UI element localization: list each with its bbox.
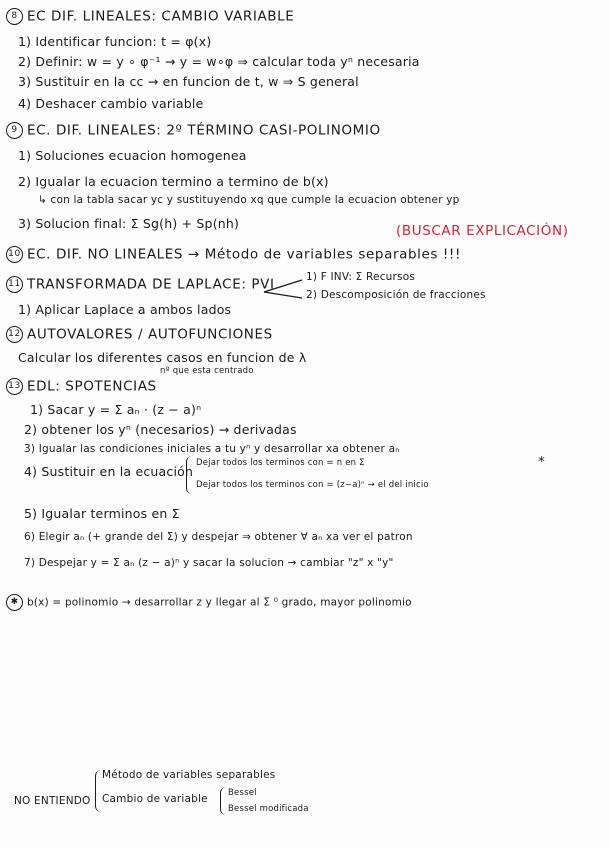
section-number: 9 bbox=[6, 122, 23, 139]
footer-item-1: Método de variables separables bbox=[102, 769, 276, 781]
s9-item-1: 1) Soluciones ecuacion homogenea bbox=[18, 148, 247, 163]
footer-label: NO ENTIENDO bbox=[14, 795, 91, 807]
section-12-title: 12 AUTOVALORES / AUTOFUNCIONES bbox=[6, 326, 273, 343]
s13-item-7: 7) Despejar y = Σ aₙ (z − a)ⁿ y sacar la solucion → cambiar "z" x "y" bbox=[24, 557, 394, 569]
s8-item-1: 1) Identificar funcion: t = φ(x) bbox=[18, 34, 212, 49]
footer-sub-2: Bessel modificada bbox=[228, 804, 309, 814]
s13-item-4: 4) Sustituir en la ecuación bbox=[24, 464, 194, 479]
brace bbox=[186, 456, 193, 494]
laplace-branch-2: 2) Descomposición de fracciones bbox=[306, 289, 486, 301]
section-number: 8 bbox=[6, 8, 23, 25]
section-8-title: 8 EC DIF. LINEALES: CAMBIO VARIABLE bbox=[6, 8, 294, 25]
section-10-title: 10 EC. DIF. NO LINEALES → Método de variables separables !!! bbox=[6, 246, 461, 263]
section-number: 13 bbox=[6, 378, 23, 395]
footer-sub-1: Bessel bbox=[228, 788, 257, 798]
star-mark: * bbox=[538, 454, 546, 470]
section-number: 12 bbox=[6, 326, 23, 343]
star-icon: ✱ bbox=[6, 594, 23, 611]
footer-sub-brace bbox=[220, 787, 226, 815]
section-number: 11 bbox=[6, 276, 23, 293]
s13-item-5: 5) Igualar terminos en Σ bbox=[24, 506, 180, 521]
branch-arrows-icon bbox=[262, 276, 306, 302]
section-number: 10 bbox=[6, 246, 23, 263]
section-11-title: 11 TRANSFORMADA DE LAPLACE: PVI bbox=[6, 276, 275, 293]
laplace-branch-1: 1) F INV: Σ Recursos bbox=[306, 271, 416, 283]
section-13-title: 13 EDL: SPOTENCIAS bbox=[6, 378, 157, 395]
centered-note: nº que esta centrado bbox=[160, 366, 254, 376]
s8-item-3: 3) Sustituir en la cc → en funcion de t, w ⇒ S general bbox=[18, 74, 359, 89]
s13-item-4b: Dejar todos los terminos con = (z−a)ⁿ → el del inicio bbox=[196, 480, 429, 490]
s11-item-1: 1) Aplicar Laplace a ambos lados bbox=[18, 302, 232, 317]
s13-item-6: 6) Elegir aₙ (+ grande del Σ) y despejar ⇒ obtener ∀ aₙ xa ver el patron bbox=[24, 531, 413, 543]
s9-item-2-sub: ↳ con la tabla sacar yc y sustituyendo xq que cumple la ecuacion obtener yp bbox=[38, 194, 460, 206]
s13-item-3: 3) Igualar las condiciones iniciales a tu yⁿ y desarrollar xa obtener aₙ bbox=[24, 443, 400, 455]
s8-item-2: 2) Definir: w = y ∘ φ⁻¹ → y = w∘φ ⇒ calcular toda yⁿ necesaria bbox=[18, 54, 420, 69]
s13-extra: ✱ b(x) = polinomio → desarrollar z y llegar al Σ ⁰ grado, mayor polinomio bbox=[6, 594, 412, 611]
s9-item-3: 3) Solucion final: Σ Sg(h) + Sp(nh) bbox=[18, 216, 240, 231]
s13-item-1: 1) Sacar y = Σ aₙ · (z − a)ⁿ bbox=[30, 402, 202, 417]
search-explanation-note: (BUSCAR EXPLICACIÓN) bbox=[396, 223, 569, 239]
s13-item-2: 2) obtener los yⁿ (necesarios) → derivadas bbox=[24, 422, 297, 437]
s12-item-1: Calcular los diferentes casos en funcion de λ bbox=[18, 350, 307, 365]
s8-item-4: 4) Deshacer cambio variable bbox=[18, 96, 204, 111]
section-9-title: 9 EC. DIF. LINEALES: 2º TÉRMINO CASI-POLINOMIO bbox=[6, 122, 381, 139]
s9-item-2: 2) Igualar la ecuacion termino a termino de b(x) bbox=[18, 174, 329, 189]
footer-item-2: Cambio de variable bbox=[102, 793, 208, 805]
footer-brace bbox=[95, 770, 102, 812]
s13-item-4a: Dejar todos los terminos con = n en Σ bbox=[196, 458, 365, 468]
